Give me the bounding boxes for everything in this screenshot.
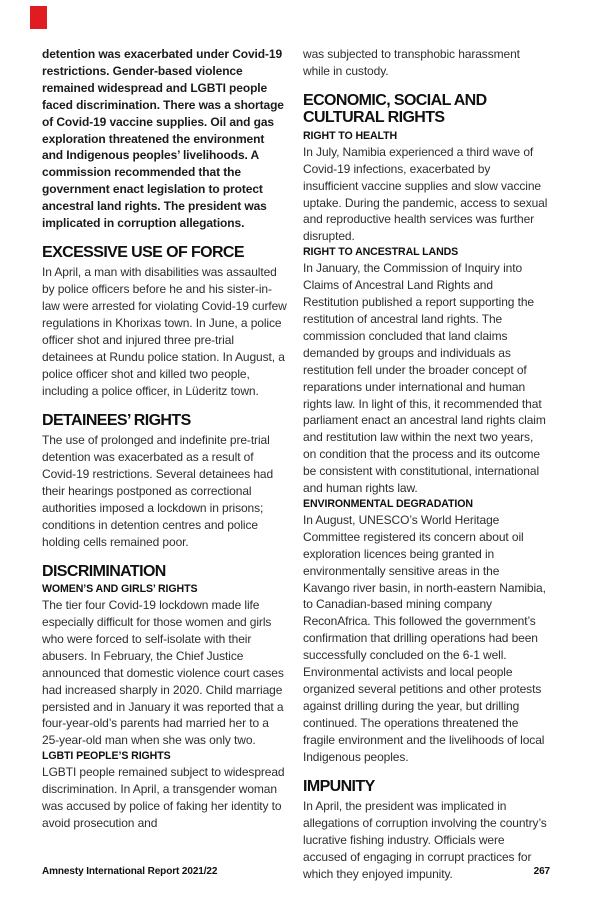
- subsection-heading-right-to-ancestral-lands: RIGHT TO ANCESTRAL LANDS: [303, 246, 459, 259]
- page-footer: [42, 866, 550, 877]
- right-column: [303, 46, 548, 884]
- subsection-heading-right-to-health: RIGHT TO HEALTH: [303, 129, 398, 142]
- footer-report-title: Amnesty International Report 2021/22: [42, 866, 218, 877]
- section-heading-discrimination: DISCRIMINATION: [42, 562, 166, 580]
- body-paragraph: In August, UNESCO’s World Heritage Committee registered its concern about oil exploration licences being granted in environmentally sensitive areas in the Kavango river basin, in north-eastern Namibia, to Canadian-based mining company ReconAfrica. This followed the government’s confirmation that drilling operations had been successfully concluded on the 6-1 well. Environmental activists and local people organized several petitions and other protests against drilling during the year, but drilling continued. The operations threatened the fragile environment and the livelihoods of local Indigenous peoples.: [303, 512, 546, 764]
- left-column: [42, 46, 287, 884]
- section-heading-impunity: IMPUNITY: [303, 777, 375, 795]
- section-heading-excessive-use-of-force: EXCESSIVE USE OF FORCE: [42, 243, 244, 261]
- body-paragraph: The use of prolonged and indefinite pre-trial detention was exacerbated as a result of Covid-19 restrictions. Several detainees had their hearings postponed as correctional authorities imposed a lockdown in prisons; conditions in detention centres and police holding cells remained poor.: [42, 433, 274, 549]
- body-paragraph: In April, a man with disabilities was assaulted by police officers before he and his sister-in-law were arrested for violating Covid-19 curfew regulations in Khorixas town. In June, a police officer shot and injured three pre-trial detainees at Rundu police station. In August, a police officer shot and killed two people, including a police officer, in Lüderitz town.: [42, 265, 287, 398]
- body-paragraph: In July, Namibia experienced a third wave of Covid-19 infections, exacerbated by insufficient vaccine supplies and slow vaccine uptake. During the pandemic, access to sexual and reproductive health services was further disrupted.: [303, 144, 548, 244]
- body-paragraph: LGBTI people remained subject to widespread discrimination. In April, a transgender woman was accused by police of faking her identity to avoid prosecution and: [42, 765, 285, 830]
- page-edge-tab: [30, 6, 47, 29]
- subsection-heading-lgbti-peoples-rights: LGBTI PEOPLE’S RIGHTS: [42, 750, 171, 763]
- body-paragraph: In April, the president was implicated in allegations of corruption involving the country’s lucrative fishing industry. Officials were accused of engaging in corrupt practices for which they enjoyed impunity.: [303, 799, 547, 881]
- summary-paragraph: detention was exacerbated under Covid-19 restrictions. Gender-based violence remained widespread and LGBTI people faced discrimination. There was a shortage of Covid-19 vaccine supplies. Oil and gas exploration threatened the environment and Indigenous peoples’ livelihoods. A commission recommended that the government enact legislation to protect ancestral land rights. The president was implicated in corruption allegations.: [42, 47, 284, 231]
- section-heading-economic-social-cultural-rights: ECONOMIC, SOCIAL AND CULTURAL RIGHTS: [303, 91, 487, 127]
- page-content: [42, 46, 548, 884]
- section-heading-detainees-rights: DETAINEES’ RIGHTS: [42, 411, 191, 429]
- body-paragraph: In January, the Commission of Inquiry into Claims of Ancestral Land Rights and Restitution published a report supporting the restitution of ancestral land rights. The commission concluded that land claims demanded by groups and individuals as restitution fell under the broader concept of reparations under international and human rights law. In light of this, it recommended that parliament enact an ancestral land rights claim and restitution law within the next two years, on condition that the process and its outcome be consistent with constitutional, international and human rights law.: [303, 261, 546, 496]
- subsection-heading-womens-girls-rights: WOMEN’S AND GIRLS’ RIGHTS: [42, 583, 198, 596]
- body-paragraph: The tier four Covid-19 lockdown made life especially difficult for those women and girls who were forced to self-isolate with their abusers. In February, the Chief Justice announced that domestic violence court cases had increased sharply in 2020. Child marriage persisted and in January it was reported that a four-year-old’s parents had married her to a 25-year-old man when she was only two.: [42, 598, 284, 748]
- footer-page-number: 267: [533, 866, 550, 877]
- body-paragraph-continuation: was subjected to transphobic harassment while in custody.: [303, 47, 520, 78]
- subsection-heading-environmental-degradation: ENVIRONMENTAL DEGRADATION: [303, 497, 473, 510]
